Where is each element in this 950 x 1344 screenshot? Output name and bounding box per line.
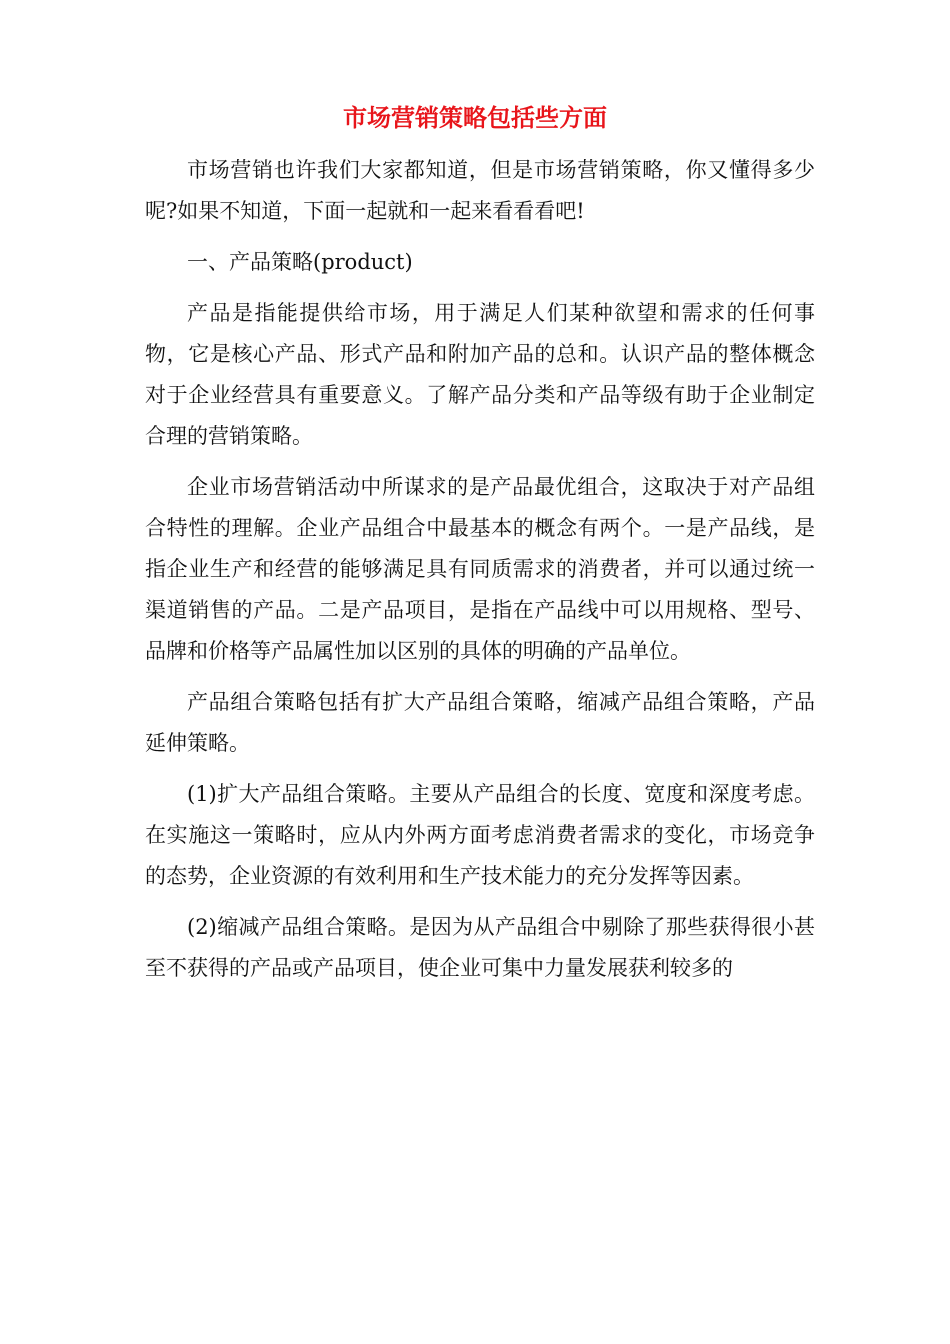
paragraph-expand-strategy: (1)扩大产品组合策略。主要从产品组合的长度、宽度和深度考虑。在实施这一策略时，应从内外两方面考虑消费者需求的变化，市场竞争的态势，企业资源的有效利用和生产技术能力的充分发挥等因素。 xyxy=(145,782,815,888)
paragraph-reduce-strategy: (2)缩减产品组合策略。是因为从产品组合中剔除了那些获得很小甚至不获得的产品或产品项目，使企业可集中力量发展获利较多的 xyxy=(145,915,815,980)
document-body xyxy=(145,150,815,999)
document-title: 市场营销策略包括些方面 xyxy=(343,103,607,132)
paragraph-product-mix: 企业市场营销活动中所谋求的是产品最优组合，这取决于对产品组合特性的理解。企业产品组合中最基本的概念有两个。一是产品线，是指企业生产和经营的能够满足具有同质需求的消费者，并可以通过统一渠道销售的产品。二是产品项目，是指在产品线中可以用规格、型号、品牌和价格等产品属性加以区别的具体的明确的产品单位。 xyxy=(145,475,815,663)
paragraph-mix-strategies: 产品组合策略包括有扩大产品组合策略，缩减产品组合策略，产品延伸策略。 xyxy=(145,690,815,755)
section-heading-product-strategy: 一、产品策略(product) xyxy=(187,250,413,274)
paragraph-intro: 市场营销也许我们大家都知道，但是市场营销策略，你又懂得多少呢?如果不知道，下面一起就和一起来看看看吧! xyxy=(145,158,815,223)
paragraph-product-definition: 产品是指能提供给市场，用于满足人们某种欲望和需求的任何事物，它是核心产品、形式产品和附加产品的总和。认识产品的整体概念对于企业经营具有重要意义。了解产品分类和产品等级有助于企业制定合理的营销策略。 xyxy=(145,301,815,448)
